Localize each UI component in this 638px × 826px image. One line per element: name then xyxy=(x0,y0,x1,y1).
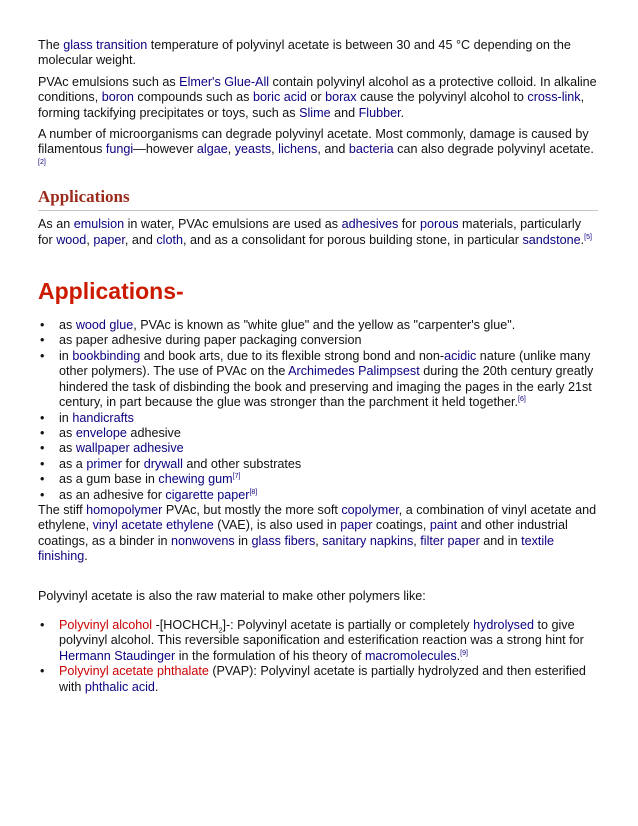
list-item: • as wallpaper adhesive xyxy=(59,441,598,456)
degradation-paragraph: A number of microorganisms can degrade polyvinyl acetate. Most commonly, damage is caused by filamentous fungi—however algae, yeasts, lichens, and bacteria can also degrade polyvinyl acetate.[2] xyxy=(38,127,594,166)
link-primer[interactable]: primer xyxy=(86,456,122,471)
link-cross-link[interactable]: cross-link xyxy=(527,90,581,105)
link-algae[interactable]: algae xyxy=(196,142,228,157)
uses-list xyxy=(38,318,598,503)
link-sandstone[interactable]: sandstone xyxy=(522,232,581,247)
link-adhesives[interactable]: adhesives xyxy=(341,217,399,232)
reference-7[interactable]: [7] xyxy=(232,472,241,480)
link-glass-fibers[interactable]: glass fibers xyxy=(251,533,316,548)
link-homopolymer[interactable]: homopolymer xyxy=(86,502,163,517)
link-paper-coatings[interactable]: paper xyxy=(340,518,373,533)
polymers-list xyxy=(38,618,598,695)
list-item: • as an adhesive for cigarette paper[8] xyxy=(59,488,598,503)
link-handicrafts[interactable]: handicrafts xyxy=(72,410,134,425)
subscript-2: 2 xyxy=(218,627,223,635)
reference-2[interactable]: [2] xyxy=(38,158,46,166)
link-polyvinyl-acetate-phthalate[interactable]: Polyvinyl acetate phthalate xyxy=(59,664,209,679)
list-item: • Polyvinyl acetate phthalate (PVAP): Polyvinyl acetate is partially hydrolyzed and then esterified with phthalic acid. xyxy=(59,664,598,695)
link-cigarette-paper[interactable]: cigarette paper xyxy=(165,487,250,502)
link-phthalic-acid[interactable]: phthalic acid xyxy=(84,679,155,694)
link-hydrolysed[interactable]: hydrolysed xyxy=(473,617,534,632)
link-boric-acid[interactable]: boric acid xyxy=(252,90,307,105)
link-borax[interactable]: borax xyxy=(325,90,357,105)
link-emulsion[interactable]: emulsion xyxy=(73,217,125,232)
list-item: • as a gum base in chewing gum[7] xyxy=(59,472,598,487)
link-fungi[interactable]: fungi xyxy=(105,142,134,157)
link-elmers-glue[interactable]: Elmer's Glue-All xyxy=(179,74,270,89)
link-yeasts[interactable]: yeasts xyxy=(234,142,272,157)
reference-9[interactable]: [9] xyxy=(460,649,468,657)
list-item: • in bookbinding and book arts, due to its flexible strong bond and non-acidic nature (unlike many other polymers). The use of PVAc on the Archimedes Palimpsest during the 20th century greatly hindered the task of disbinding the book and preserving and imaging the pages in the early 21st century, in part because the glue was stronger than the parchment it held together.[6] xyxy=(59,349,598,411)
link-glass-transition[interactable]: glass transition xyxy=(63,38,148,52)
applications-paragraph: As an emulsion in water, PVAc emulsions are used as adhesives for porous materials, particularly for wood, paper, and cloth, and as a consolidant for porous building stone, in particular sandstone.[5] xyxy=(38,217,592,247)
spacer xyxy=(38,571,598,589)
link-boron[interactable]: boron xyxy=(101,90,134,105)
link-wood[interactable]: wood xyxy=(56,232,87,247)
link-paint[interactable]: paint xyxy=(429,518,458,533)
link-lichens[interactable]: lichens xyxy=(278,142,318,157)
list-item: • in handicrafts xyxy=(59,411,598,426)
link-cloth[interactable]: cloth xyxy=(156,232,183,247)
link-filter-paper[interactable]: filter paper xyxy=(420,533,480,548)
link-copolymer[interactable]: copolymer xyxy=(341,502,399,517)
glass-transition-paragraph: The glass transition temperature of polyvinyl acetate is between 30 and 45 °C depending on the molecular weight. xyxy=(38,38,571,68)
link-porous[interactable]: porous xyxy=(420,217,459,232)
link-drywall[interactable]: drywall xyxy=(143,456,183,471)
link-nonwovens[interactable]: nonwovens xyxy=(171,533,235,548)
link-wood-glue[interactable]: wood glue xyxy=(75,318,134,333)
link-acidic[interactable]: acidic xyxy=(444,348,477,363)
list-item: • as envelope adhesive xyxy=(59,426,598,441)
document-page xyxy=(38,38,598,695)
link-bacteria[interactable]: bacteria xyxy=(348,142,394,157)
emulsion-paragraph: PVAc emulsions such as Elmer's Glue-All contain polyvinyl alcohol as a protective colloid. In alkaline conditions, boron compounds such as boric acid or borax cause the polyvinyl alcohol to cross-link, forming tackifying precipitates or toys, such as Slime and Flubber. xyxy=(38,74,597,120)
reference-6[interactable]: [6] xyxy=(518,395,526,403)
link-paper[interactable]: paper xyxy=(93,232,125,247)
link-textile-finishing[interactable]: textile finishing xyxy=(38,533,554,564)
list-item: • as a primer for drywall and other substrates xyxy=(59,457,598,472)
list-item: • as wood glue, PVAc is known as "white glue" and the yellow as "carpenter's glue". xyxy=(59,318,598,333)
reference-5[interactable]: [5] xyxy=(584,233,592,241)
homopolymer-paragraph: The stiff homopolymer PVAc, but mostly the more soft copolymer, a combination of vinyl acetate and ethylene, vinyl acetate ethylene (VAE), is also used in paper coatings, paint and other industrial coatings, as a binder in nonwovens in glass fibers, sanitary napkins, filter paper and in textile finishing. xyxy=(38,502,597,564)
reference-8[interactable]: [8] xyxy=(249,488,258,496)
applications-big-heading: Applications- xyxy=(38,278,184,305)
applications-section-heading: Applications xyxy=(38,187,598,211)
list-item: • as paper adhesive during paper packaging conversion xyxy=(59,333,598,348)
link-macromolecules[interactable]: macromolecules xyxy=(364,648,457,663)
link-bookbinding[interactable]: bookbinding xyxy=(72,348,141,363)
link-polyvinyl-alcohol[interactable]: Polyvinyl alcohol xyxy=(59,617,153,632)
raw-material-paragraph: Polyvinyl acetate is also the raw material to make other polymers like: xyxy=(38,588,426,603)
link-flubber[interactable]: Flubber xyxy=(358,105,401,120)
link-vinyl-acetate-ethylene[interactable]: vinyl acetate ethylene xyxy=(92,518,214,533)
link-archimedes-palimpsest[interactable]: Archimedes Palimpsest xyxy=(288,364,420,379)
link-sanitary-napkins[interactable]: sanitary napkins xyxy=(322,533,414,548)
link-envelope[interactable]: envelope xyxy=(75,425,127,440)
link-hermann-staudinger[interactable]: Hermann Staudinger xyxy=(59,648,176,663)
link-slime[interactable]: Slime xyxy=(299,105,331,120)
link-chewing-gum[interactable]: chewing gum xyxy=(158,472,233,487)
link-wallpaper-adhesive[interactable]: wallpaper adhesive xyxy=(75,441,184,456)
list-item: • Polyvinyl alcohol $-[HOCHCH_2]-$: Polyvinyl acetate is partially or completely hydrolysed to give polyvinyl alcohol. This reversible saponification and esterification reaction was a strong hint for Hermann Staudinger in the formulation of his theory of macromolecules.[9] xyxy=(59,618,598,664)
